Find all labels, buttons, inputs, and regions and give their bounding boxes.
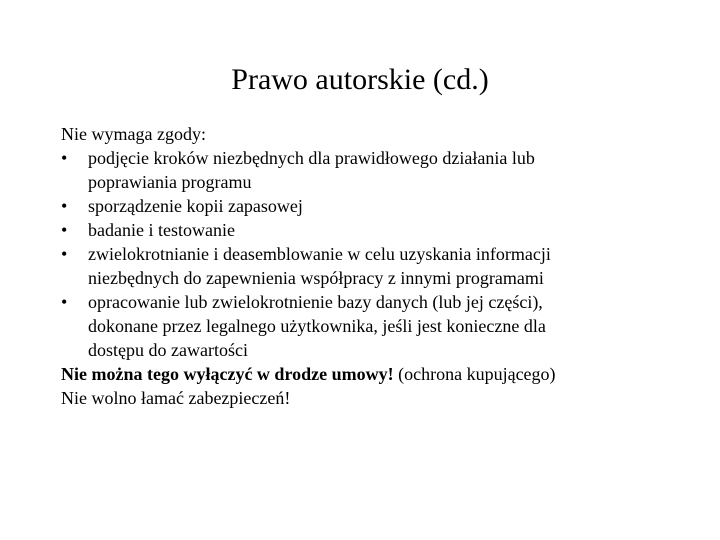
bullet-item (61, 242, 661, 290)
bullet-icon: • (61, 148, 68, 168)
bullet-item (61, 146, 661, 194)
closing-text: Nie wolno łamać zabezpieczeń! (61, 388, 291, 408)
bullet-item (61, 290, 661, 362)
bullet-icon: • (61, 292, 68, 312)
bullet-icon: • (61, 220, 68, 240)
bullet-icon: • (61, 244, 68, 264)
bullet-item (61, 218, 661, 242)
bullet-line: dostępu do zawartości (88, 340, 248, 360)
bullet-icon: • (61, 196, 68, 216)
bullet-item (61, 194, 661, 218)
note-bold-text: Nie można tego wyłączyć w drodze umowy! (61, 364, 394, 384)
slide-body (61, 122, 661, 410)
bullet-line: poprawiania programu (88, 172, 252, 192)
bullet-line: dokonane przez legalnego użytkownika, jeśli jest konieczne dla (88, 316, 546, 336)
slide-title: Prawo autorskie (cd.) (231, 63, 489, 96)
bullet-line: badanie i testowanie (88, 220, 235, 240)
bullet-line: niezbędnych do zapewnienia współpracy z innymi programami (88, 268, 544, 288)
intro-text: Nie wymaga zgody: (61, 124, 206, 144)
note-rest-text: (ochrona kupującego) (393, 364, 556, 384)
note-line (61, 362, 661, 386)
bullet-line: podjęcie kroków niezbędnych dla prawidłowego działania lub (88, 148, 535, 168)
bullet-list (61, 146, 661, 362)
bullet-line: sporządzenie kopii zapasowej (88, 196, 303, 216)
bullet-line: zwielokrotnianie i deasemblowanie w celu uzyskania informacji (88, 244, 551, 264)
bullet-line: opracowanie lub zwielokrotnienie bazy danych (lub jej części), (88, 292, 543, 312)
